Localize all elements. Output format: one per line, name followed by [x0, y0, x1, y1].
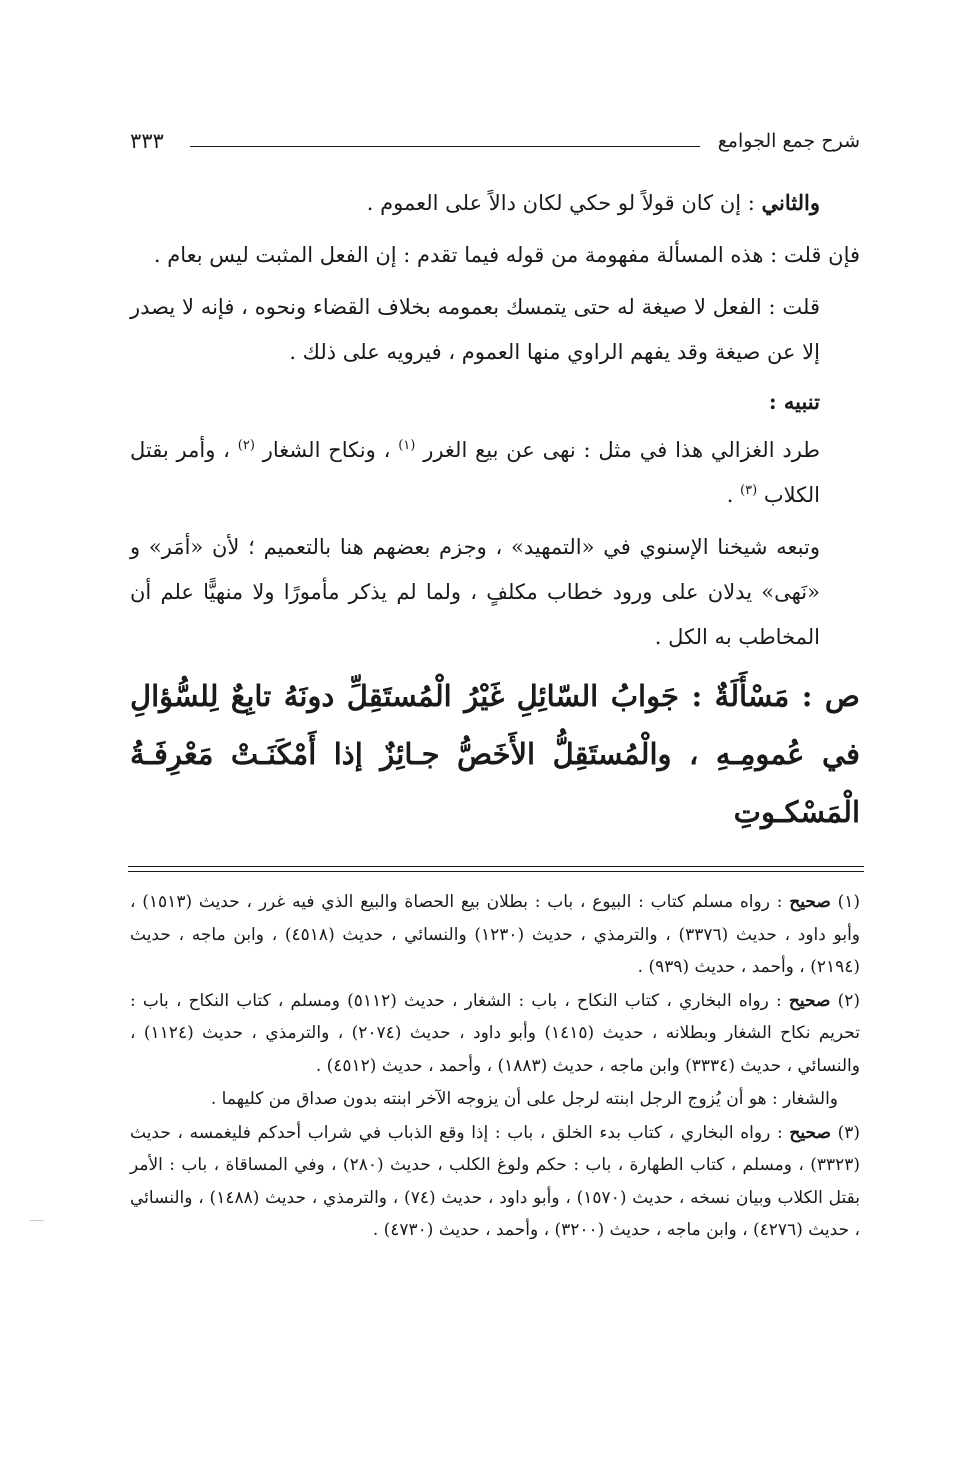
footnote-ref-1[interactable]: (١) — [398, 438, 416, 453]
matn-text: ص : مَسْأَلَةٌ : جَوابُ السّائِلِ غَيْرُ الْمُستَقِلِّ دونَهُ تابِعٌ لِلسُّؤالِ في عُمومِـهِ ، والْمُستَقِلُّ الأَخَصُّ جـائِزٌ إذا أَمْكَنَـتْ مَعْرِفَـةُ الْمَسْكـوتِ — [130, 679, 860, 829]
paragraph-text: ، ونكاح الشغار — [254, 438, 399, 462]
footnote-3 — [130, 1117, 860, 1247]
paragraph-answer: قلت : الفعل لا صيغة له حتى يتمسك بعمومه بخلاف القضاء ونحوه ، فإنه لا يصدر إلا عن صيغة وقد يفهم الراوي منها العموم ، فيرويه على ذلك . — [130, 295, 820, 364]
paragraph-lead: والثاني — [761, 190, 820, 215]
page-number: ٣٣٣ — [130, 129, 164, 153]
paragraph-isnawi: وتبعه شيخنا الإسنوي في «التمهيد» ، وجزم بعضهم هنا بالتعميم ؛ لأن «أمَر» و «نَهى» يدلان على ورود خطاب مكلفٍ ، ولما لم يذكر مأمورًا ولا منهيًّا علم أن المخاطب به الكل . — [130, 535, 820, 649]
footnote-text: : رواه البخاري ، كتاب بدء الخلق ، باب : إذا وقع الذباب في شراب أحدكم فليغمسه ، حديث (٣٣٢٣) ، ومسلم ، كتاب الطهارة ، باب : حكم ولوغ الكلب ، حديث (٢٨٠) ، وفي المساقاة ، باب : الأمر بقتل الكلاب وبيان نسخه ، حديث (١٥٧٠) ، وأبو داود ، حديث (٧٤) ، والترمذي ، حديث (١٤٨٨) ، والنسائي ، حديث (٤٢٧٦) ، وابن ماجه ، حديث (٣٢٠٠) ، وأحمد ، حديث (٤٧٣٠) . — [130, 1122, 861, 1240]
running-header — [130, 126, 860, 162]
grade-tag: صحيح — [789, 1122, 831, 1143]
section-heading: تنبيه : — [768, 389, 820, 414]
paragraph-ghazali — [130, 428, 860, 518]
footnote-ref-2[interactable]: (٢) — [237, 438, 255, 453]
footnotes — [130, 886, 860, 1248]
grade-tag: صحيح — [788, 990, 831, 1011]
footnote-note: والشغار : هو أن يُزوج الرجل ابنته لرجل على أن يزوجه الآخر ابنته بدون صداق من كليهما . — [210, 1089, 838, 1109]
paragraph-question: فإن قلت : هذه المسألة مفهومة من قوله فيما تقدم : إن الفعل المثبت ليس بعام . — [153, 243, 860, 267]
book-title: شرح جمع الجوامع — [717, 130, 860, 152]
footnote-number: (٢) — [837, 990, 860, 1011]
margin-mark — [30, 1220, 44, 1221]
paragraph-text: ، وأمر بقتل الكلاب — [130, 438, 820, 507]
footnote-ref-3[interactable]: (٣) — [740, 483, 758, 498]
footnote-number: (١) — [837, 892, 861, 912]
header-rule — [190, 146, 700, 147]
footnote-2 — [130, 985, 860, 1083]
footnote-separator — [128, 866, 864, 872]
paragraph-text: . — [726, 483, 741, 507]
paragraph-second-opinion — [130, 180, 860, 226]
footnote-1 — [130, 886, 860, 984]
footnote-number: (٣) — [837, 1122, 860, 1143]
main-text — [130, 180, 860, 870]
footnote-text: : رواه البخاري ، كتاب النكاح ، باب : الشغار ، حديث (٥١١٢) ومسلم ، كتاب النكاح ، باب : تحريم نكاح الشغار وبطلانه ، حديث (١٤١٥) وأبو داود ، حديث (٢٠٧٤) ، والترمذي ، حديث (١١٢٤) ، والنسائي ، حديث (٣٣٣٤) وابن ماجه ، حديث (١٨٨٣) ، وأحمد ، حديث (٤٥١٢) . — [130, 990, 860, 1076]
paragraph-text: طرد الغزالي هذا في مثل : نهى عن بيع الغرر — [415, 438, 821, 462]
paragraph-text: : إن كان قولاً لو حكي لكان دالاً على العموم . — [366, 191, 762, 215]
grade-tag: صحيح — [789, 892, 831, 912]
footnote-text: : رواه مسلم كتاب : البيوع ، باب : بطلان بيع الحصاة والبيع الذي فيه غرر ، حديث (١٥١٣) ، وأبو داود ، حديث (٣٣٧٦) ، والترمذي ، حديث (١٢٣٠) والنسائي ، حديث (٤٥١٨) ، وابن ماجه ، حديث (٢١٩٤) ، وأحمد ، حديث (٩٣٩) . — [130, 892, 861, 977]
